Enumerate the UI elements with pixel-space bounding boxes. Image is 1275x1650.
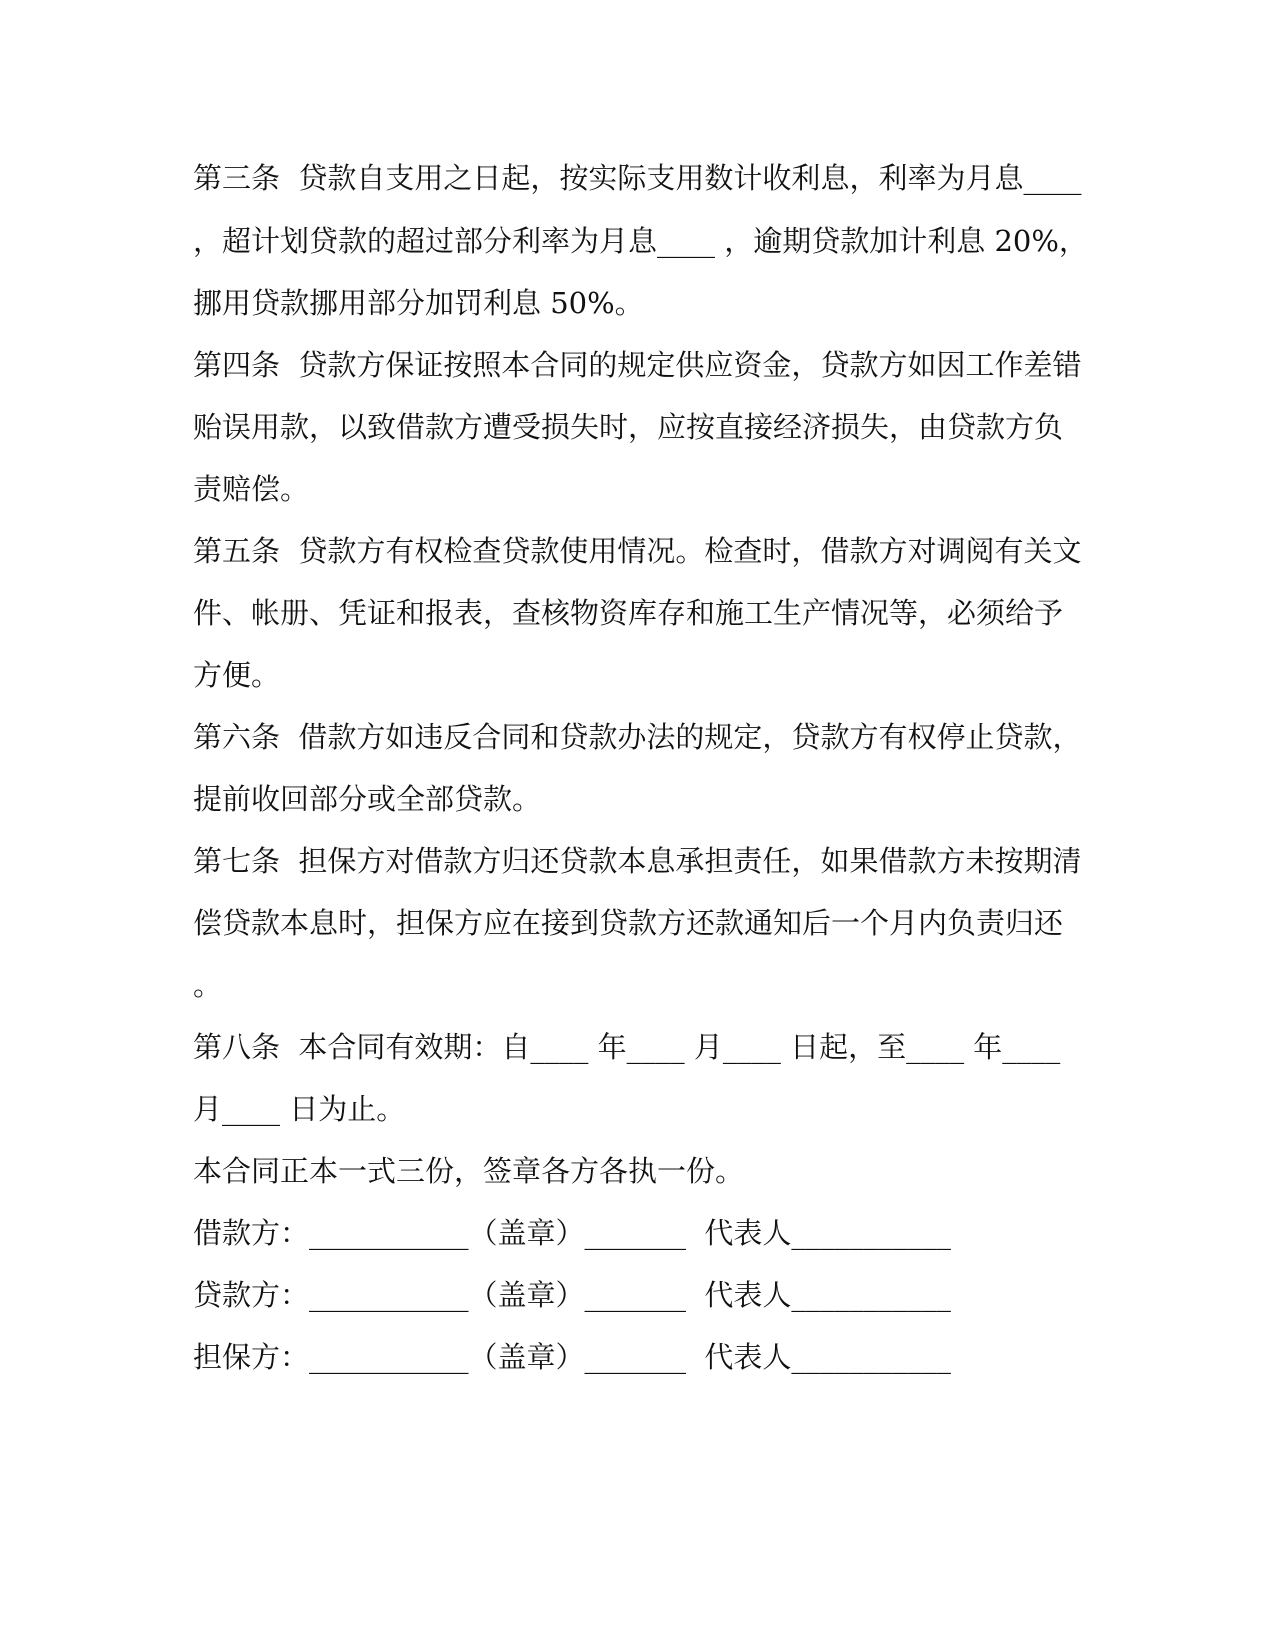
lender-signature-line: 贷款方：___________（盖章）_______ 代表人___________: [193, 1278, 951, 1312]
article-4-line-1: 第四条 贷款方保证按照本合同的规定供应资金，贷款方如因工作差错: [193, 348, 1082, 382]
article-5-line-3: 方便。: [193, 658, 281, 692]
article-5-line-1: 第五条 贷款方有权检查贷款使用情况。检查时，借款方对调阅有关文: [193, 534, 1082, 568]
article-3-line-1: 第三条 贷款自支用之日起，按实际支用数计收利息，利率为月息____: [193, 161, 1082, 195]
article-4-line-2: 贻误用款，以致借款方遭受损失时，应按直接经济损失，由贷款方负: [193, 410, 1064, 444]
article-6-line-2: 提前收回部分或全部贷款。: [193, 782, 542, 816]
article-7-line-3: 。: [193, 968, 223, 1002]
article-4-line-3: 责赔偿。: [193, 472, 310, 506]
article-3-line-2: ，超计划贷款的超过部分利率为月息____ ，逾期贷款加计利息 20%，: [193, 224, 1088, 258]
borrower-signature-line: 借款方：___________（盖章）_______ 代表人___________: [193, 1216, 951, 1250]
article-5-line-2: 件、帐册、凭证和报表，查核物资库存和施工生产情况等，必须给予: [193, 596, 1064, 630]
guarantor-signature-line: 担保方：___________（盖章）_______ 代表人___________: [193, 1340, 951, 1374]
article-7-line-2: 偿贷款本息时，担保方应在接到贷款方还款通知后一个月内负责归还: [193, 906, 1064, 940]
article-8-line-2: 月____ 日为止。: [193, 1092, 406, 1126]
article-3-line-3: 挪用贷款挪用部分加罚利息 50%。: [193, 286, 644, 320]
article-6-line-1: 第六条 借款方如违反合同和贷款办法的规定，贷款方有权停止贷款，: [193, 720, 1082, 754]
article-7-line-1: 第七条 担保方对借款方归还贷款本息承担责任，如果借款方未按期清: [193, 844, 1082, 878]
article-8-line-1: 第八条 本合同有效期：自____ 年____ 月____ 日起，至____ 年____: [193, 1030, 1061, 1064]
copies-statement: 本合同正本一式三份，签章各方各执一份。: [193, 1154, 745, 1188]
